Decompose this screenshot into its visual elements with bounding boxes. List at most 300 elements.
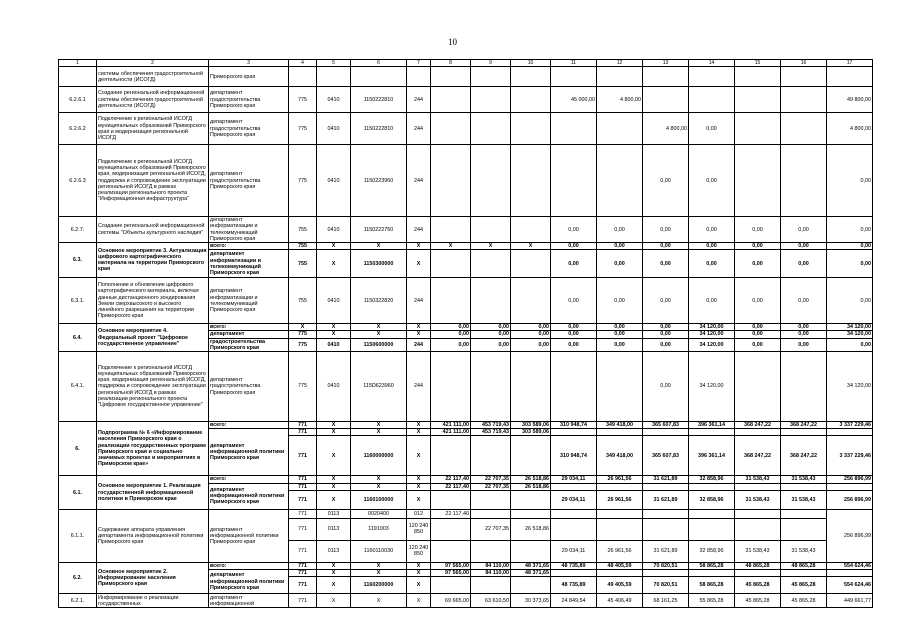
- row-executor: Приморского края: [209, 67, 289, 87]
- cell: 0,00: [643, 217, 689, 243]
- cell: [597, 570, 643, 577]
- row-executor: [209, 429, 289, 476]
- cell: 48 865,28: [735, 562, 781, 569]
- cell: [511, 87, 551, 113]
- row-name: Информирование о реализации государственных: [97, 594, 209, 608]
- cell-vr: X: [407, 476, 431, 483]
- cell: [643, 509, 689, 518]
- cell: 4 800,00: [643, 113, 689, 145]
- cell: X: [471, 243, 511, 250]
- cell: 0,00: [689, 145, 735, 217]
- row-name: системы обеспечения градостроительной деятельности (ИСОГД): [97, 67, 209, 87]
- cell: 0,00: [551, 250, 597, 278]
- cell: [471, 577, 511, 594]
- row-executor: [209, 570, 289, 594]
- cell-csr: 1150222810: [351, 87, 407, 113]
- cell-rz: X: [317, 490, 351, 509]
- cell: 0,00: [551, 338, 597, 351]
- cell-vr: X: [407, 324, 431, 331]
- cell: [431, 490, 471, 509]
- page-number: 10: [448, 37, 457, 47]
- col-header: 15: [735, 60, 781, 67]
- cell-gr: 775: [289, 87, 317, 113]
- cell-vr: X: [407, 490, 431, 509]
- cell: 70 820,51: [643, 577, 689, 594]
- cell: [471, 113, 511, 145]
- cell: 0,00: [471, 338, 511, 351]
- cell: 45 406,49: [597, 594, 643, 608]
- cell: [597, 352, 643, 422]
- cell-rz: X: [317, 594, 351, 608]
- row-executor: департамент градостроительства Приморского края: [209, 87, 289, 113]
- cell: [471, 490, 511, 509]
- cell: 0,00: [643, 145, 689, 217]
- cell: 0,00: [689, 217, 735, 243]
- cell: [431, 145, 471, 217]
- cell: 0,00: [597, 243, 643, 250]
- cell-csr: 115D623960: [351, 352, 407, 422]
- cell: 368 247,22: [735, 436, 781, 476]
- cell-rz: X: [317, 562, 351, 569]
- cell: [511, 217, 551, 243]
- cell: 26 961,56: [597, 540, 643, 562]
- cell-gr: 771: [289, 594, 317, 608]
- cell-gr: 771: [289, 490, 317, 509]
- cell: 368 247,22: [781, 436, 827, 476]
- cell: [689, 483, 735, 490]
- cell-rz: X: [317, 243, 351, 250]
- cell: 0,00: [643, 243, 689, 250]
- cell-csr: X: [351, 324, 407, 331]
- row-code: 6.: [59, 422, 97, 476]
- cell: 0,00: [735, 324, 781, 331]
- cell: [827, 483, 873, 490]
- cell: [471, 217, 511, 243]
- cell: 0,00: [735, 243, 781, 250]
- cell-vr: X: [407, 577, 431, 594]
- row-code: 6.1.: [59, 476, 97, 509]
- cell-gr: 771: [289, 577, 317, 594]
- cell-csr: X: [351, 483, 407, 490]
- cell-rz: 0410: [317, 278, 351, 324]
- row-name: Основное мероприятие 3. Актуализация цифрового картографического материала на территории Приморского края: [97, 243, 209, 278]
- row-executor: всего:: [209, 476, 289, 483]
- cell-gr: 771: [289, 483, 317, 490]
- cell: [781, 570, 827, 577]
- row-name: Подключение к региональной ИСОГД муниципальных образований Приморского края, модернизация региональной ИСОГД, поддержка и сопровождение эксплуатации региональной ИСОГД в рамках реализации регионального проекта "Информационная инфраструктура": [97, 145, 209, 217]
- row-executor: всего:: [209, 324, 289, 331]
- row-code: 6.3.: [59, 243, 97, 278]
- cell: [735, 67, 781, 87]
- cell: 84 110,00: [471, 570, 511, 577]
- cell: 31 621,89: [643, 476, 689, 483]
- cell: 31 538,43: [781, 490, 827, 509]
- cell: [643, 67, 689, 87]
- cell-vr: 244: [407, 87, 431, 113]
- cell-rz: X: [317, 570, 351, 577]
- cell: 0,00: [827, 278, 873, 324]
- cell: 0,00: [643, 352, 689, 422]
- cell: [471, 436, 511, 476]
- cell: X: [511, 243, 551, 250]
- cell: 554 624,46: [827, 577, 873, 594]
- cell: 31 538,43: [735, 540, 781, 562]
- cell-gr: 775: [289, 352, 317, 422]
- executor-line: департамент: [210, 572, 245, 579]
- cell-csr: 1160000000: [351, 436, 407, 476]
- row-name: Создание региональной информационной системы "Объекты культурного наследия": [97, 217, 209, 243]
- cell: [781, 67, 827, 87]
- cell-rz: X: [317, 324, 351, 331]
- cell-gr: 771: [289, 518, 317, 540]
- cell: [689, 87, 735, 113]
- cell: [643, 87, 689, 113]
- cell: 32 858,96: [689, 540, 735, 562]
- cell: [551, 352, 597, 422]
- cell-csr: 1160110030: [351, 540, 407, 562]
- cell: 0,00: [511, 324, 551, 331]
- row-executor: департамент: [209, 331, 289, 338]
- cell: [643, 429, 689, 436]
- row-code: 6.4.: [59, 324, 97, 352]
- cell: [351, 67, 407, 87]
- row-name: Подключение к региональной ИСОГД муниципальных образований Приморского края и модернизация региональной ИСОГД: [97, 113, 209, 145]
- table-row: [59, 509, 873, 518]
- cell: [551, 429, 597, 436]
- cell-vr: 244: [407, 145, 431, 217]
- cell-vr: X: [407, 429, 431, 436]
- cell: 26 518,86: [511, 518, 551, 540]
- col-header: 9: [471, 60, 511, 67]
- cell: [431, 577, 471, 594]
- cell: 22 117,40: [431, 476, 471, 483]
- cell-rz: X: [317, 250, 351, 278]
- cell-rz: 0410: [317, 113, 351, 145]
- cell-rz: 0113: [317, 518, 351, 540]
- row-code: 6.1.1.: [59, 509, 97, 562]
- cell: [511, 436, 551, 476]
- cell-gr: 775: [289, 113, 317, 145]
- table-row: [59, 278, 873, 324]
- cell: [317, 67, 351, 87]
- cell: 0,00: [643, 250, 689, 278]
- row-code: 6.2.6.1: [59, 87, 97, 113]
- cell: 58 865,28: [689, 577, 735, 594]
- table-row: [59, 324, 873, 331]
- cell-vr: 012: [407, 509, 431, 518]
- cell-csr: 1150600000: [351, 338, 407, 351]
- cell: 32 858,96: [689, 490, 735, 509]
- cell: 26 961,56: [597, 490, 643, 509]
- cell: 34 120,00: [827, 331, 873, 338]
- cell-csr: X: [351, 243, 407, 250]
- row-executor: всего:: [209, 562, 289, 569]
- cell: 0,00: [597, 338, 643, 351]
- row-name: Основное мероприятие 4. Федеральный проект "Цифровое государственное управление": [97, 324, 209, 352]
- cell: 68 161,25: [643, 594, 689, 608]
- row-name: Пополнение и обновление цифрового картографического материала, включая данные дистанционного зондирования Земли сверхвысокого и высокого линейного разрешения на территории Приморского края: [97, 278, 209, 324]
- col-header: 5: [317, 60, 351, 67]
- cell: 0,00: [781, 278, 827, 324]
- cell-csr: X: [351, 422, 407, 429]
- cell: 48 865,28: [781, 562, 827, 569]
- cell-gr: 755: [289, 243, 317, 250]
- cell: [431, 352, 471, 422]
- cell-csr: X: [351, 594, 407, 608]
- cell: 421 111,00: [431, 429, 471, 436]
- col-header: 1: [59, 60, 97, 67]
- cell-vr: X: [407, 436, 431, 476]
- cell: [597, 518, 643, 540]
- cell: [643, 483, 689, 490]
- cell: [431, 217, 471, 243]
- cell-rz: X: [317, 577, 351, 594]
- cell: [735, 518, 781, 540]
- cell: 45 865,28: [781, 594, 827, 608]
- cell: 29 034,11: [551, 540, 597, 562]
- row-executor: департамент информатизации и телекоммуникаций Приморского края: [209, 250, 289, 278]
- cell: 449 661,77: [827, 594, 873, 608]
- cell: 45 000,00: [551, 87, 597, 113]
- cell: 0,00: [781, 217, 827, 243]
- cell-gr: 771: [289, 476, 317, 483]
- cell: 0,00: [511, 338, 551, 351]
- cell: 69 665,00: [431, 594, 471, 608]
- cell-csr: X: [351, 476, 407, 483]
- cell-csr: 1150222810: [351, 113, 407, 145]
- cell: 26 518,86: [511, 476, 551, 483]
- row-executor: градостроительства Приморского края: [209, 338, 289, 351]
- cell: 48 735,89: [551, 562, 597, 569]
- cell: [781, 429, 827, 436]
- table-row: [59, 67, 873, 87]
- cell-vr: X: [407, 483, 431, 490]
- cell: 303 589,06: [511, 422, 551, 429]
- row-executor: департамент информационной политики Приморского края: [209, 509, 289, 562]
- row-code: [59, 67, 97, 87]
- cell: 48 371,65: [511, 562, 551, 569]
- cell: [643, 570, 689, 577]
- cell: [689, 518, 735, 540]
- cell: 453 719,43: [471, 422, 511, 429]
- cell: 0,00: [781, 331, 827, 338]
- cell-gr: 755: [289, 278, 317, 324]
- cell-vr: 244: [407, 113, 431, 145]
- cell-vr: X: [407, 594, 431, 608]
- cell-vr: 120 240 850: [407, 518, 431, 540]
- cell-csr: 1150322820: [351, 278, 407, 324]
- cell: [735, 87, 781, 113]
- row-executor: всего:: [209, 422, 289, 429]
- cell: 396 361,14: [689, 422, 735, 429]
- cell: [597, 113, 643, 145]
- col-header: 10: [511, 60, 551, 67]
- cell: 31 538,43: [781, 540, 827, 562]
- cell: 31 538,43: [735, 490, 781, 509]
- cell: 0,00: [827, 217, 873, 243]
- table-row: [59, 476, 873, 483]
- cell-csr: 1160100000: [351, 490, 407, 509]
- cell: [551, 570, 597, 577]
- cell: 4 800,00: [827, 113, 873, 145]
- cell: 55 865,28: [689, 594, 735, 608]
- cell: 0,00: [689, 250, 735, 278]
- cell-vr: 244: [407, 278, 431, 324]
- cell: 34 120,00: [827, 352, 873, 422]
- cell: 22 117,40: [431, 509, 471, 518]
- cell: [431, 67, 471, 87]
- row-name: Создание региональной информационной системы обеспечения градостроительной деятельности (ИСОГД): [97, 87, 209, 113]
- cell: 30 373,65: [511, 594, 551, 608]
- cell: 24 849,54: [551, 594, 597, 608]
- executor-line: информационной политики Приморского края: [210, 578, 285, 591]
- cell: 368 247,22: [735, 422, 781, 429]
- cell: 0,00: [551, 331, 597, 338]
- cell: 34 120,00: [689, 324, 735, 331]
- cell: [431, 250, 471, 278]
- cell-csr: 1160200000: [351, 577, 407, 594]
- row-code: 6.2.1.: [59, 594, 97, 608]
- cell: [511, 113, 551, 145]
- cell: [597, 429, 643, 436]
- cell-vr: X: [407, 250, 431, 278]
- cell: X: [431, 243, 471, 250]
- cell-gr: 771: [289, 436, 317, 476]
- cell: 3 337 229,46: [827, 436, 873, 476]
- cell-rz: X: [317, 483, 351, 490]
- cell: 0,00: [597, 250, 643, 278]
- row-code: 6.2.7.: [59, 217, 97, 243]
- cell: 45 865,28: [781, 577, 827, 594]
- cell: [735, 352, 781, 422]
- cell: [511, 490, 551, 509]
- cell: 31 538,43: [735, 476, 781, 483]
- cell-gr: 775: [289, 338, 317, 351]
- cell-vr: 244: [407, 338, 431, 351]
- cell-rz: X: [317, 476, 351, 483]
- col-header: 6: [351, 60, 407, 67]
- cell-csr: X: [351, 331, 407, 338]
- row-code: 6.2.6.2: [59, 113, 97, 145]
- cell: [781, 113, 827, 145]
- cell: 0,00: [471, 324, 511, 331]
- cell: 256 896,99: [827, 476, 873, 483]
- cell: [781, 352, 827, 422]
- row-executor: департамент градостроительства Приморского края: [209, 145, 289, 217]
- cell: [735, 570, 781, 577]
- row-name: Подпрограмма № 6 «Информирование населения Приморского края о реализации государственных программ Приморского края и социально значимых проектах и мероприятиях в Приморском крае»: [97, 422, 209, 476]
- cell: [827, 429, 873, 436]
- cell: 0,00: [827, 145, 873, 217]
- cell-vr: 120 240 850: [407, 540, 431, 562]
- cell: 32 858,96: [689, 476, 735, 483]
- cell: 3 337 229,46: [827, 422, 873, 429]
- cell: [471, 278, 511, 324]
- cell: [781, 509, 827, 518]
- cell-rz: X: [317, 429, 351, 436]
- cell: [597, 145, 643, 217]
- cell-csr: X: [351, 429, 407, 436]
- cell-rz: 0113: [317, 540, 351, 562]
- cell: [511, 540, 551, 562]
- cell-rz: X: [317, 436, 351, 476]
- budget-table: [58, 59, 873, 608]
- cell-vr: X: [407, 243, 431, 250]
- row-executor: всего:: [209, 243, 289, 250]
- cell-rz: X: [317, 331, 351, 338]
- cell: 0,00: [551, 278, 597, 324]
- cell: [431, 518, 471, 540]
- cell-vr: X: [407, 331, 431, 338]
- cell: [551, 145, 597, 217]
- col-header: 16: [781, 60, 827, 67]
- cell: [735, 509, 781, 518]
- cell: 45 865,28: [735, 577, 781, 594]
- cell-gr: 775: [289, 145, 317, 217]
- cell: 31 538,43: [781, 476, 827, 483]
- cell: [431, 436, 471, 476]
- cell-rz: 0410: [317, 338, 351, 351]
- cell: 48 371,65: [511, 570, 551, 577]
- cell: 0,00: [827, 243, 873, 250]
- cell: 22 707,35: [471, 476, 511, 483]
- cell-rz: 0410: [317, 145, 351, 217]
- row-code: 6.2.: [59, 562, 97, 593]
- cell: [781, 145, 827, 217]
- cell: [511, 145, 551, 217]
- cell: [827, 67, 873, 87]
- cell: [471, 540, 511, 562]
- col-header: 13: [643, 60, 689, 67]
- cell: 0,00: [781, 250, 827, 278]
- cell: [431, 113, 471, 145]
- cell: [827, 570, 873, 577]
- cell: 4 800,00: [597, 87, 643, 113]
- cell-rz: 0113: [317, 509, 351, 518]
- col-header: 12: [597, 60, 643, 67]
- cell: 0,00: [827, 250, 873, 278]
- col-header: 4: [289, 60, 317, 67]
- cell: [551, 509, 597, 518]
- cell: 22 707,35: [471, 518, 511, 540]
- cell-gr: X: [289, 324, 317, 331]
- cell: [471, 352, 511, 422]
- cell: [407, 67, 431, 87]
- cell: 29 034,11: [551, 490, 597, 509]
- cell: 0,00: [643, 324, 689, 331]
- cell: [551, 483, 597, 490]
- row-code: 6.3.1.: [59, 278, 97, 324]
- cell: 368 247,22: [781, 422, 827, 429]
- col-header: 7: [407, 60, 431, 67]
- cell: 26 961,56: [597, 476, 643, 483]
- cell: 303 589,06: [511, 429, 551, 436]
- cell: [511, 250, 551, 278]
- cell: 0,00: [643, 331, 689, 338]
- cell: 0,00: [643, 338, 689, 351]
- cell: [511, 278, 551, 324]
- cell: 34 120,00: [689, 352, 735, 422]
- cell: 34 120,00: [689, 338, 735, 351]
- cell-gr: 775: [289, 331, 317, 338]
- table-row: [59, 243, 873, 250]
- cell: 0,00: [781, 243, 827, 250]
- cell-vr: X: [407, 422, 431, 429]
- cell: 349 418,00: [597, 436, 643, 476]
- cell: [735, 429, 781, 436]
- cell-csr: X: [351, 562, 407, 569]
- table-row: [59, 352, 873, 422]
